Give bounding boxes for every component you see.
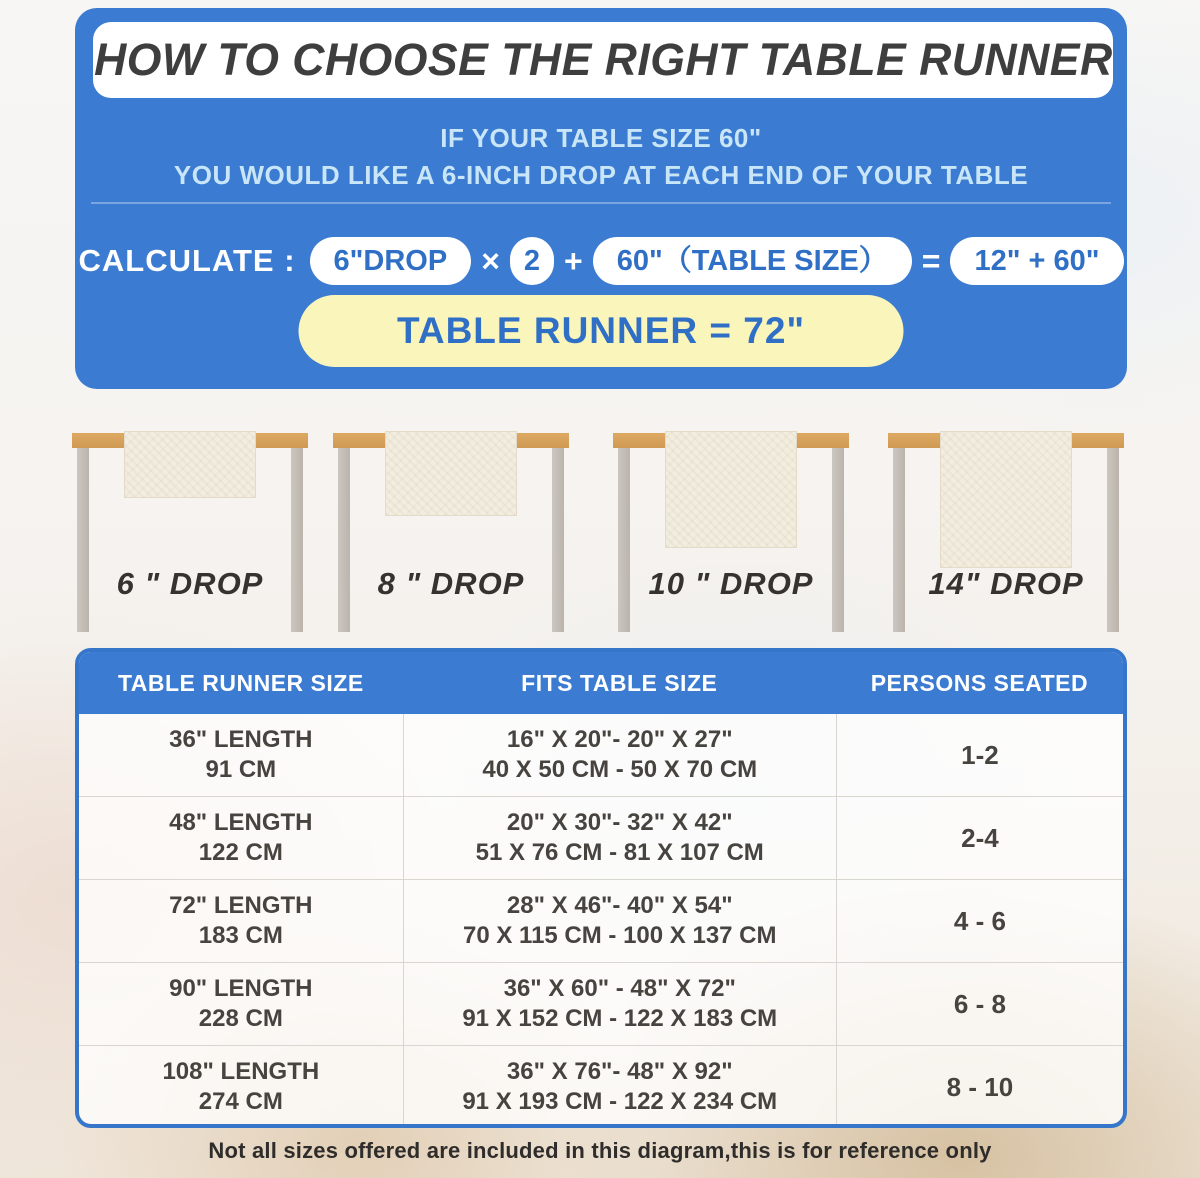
cell-runner-size: 48" LENGTH 122 CM	[169, 809, 313, 866]
drop-label: 8 " DROP	[377, 566, 525, 601]
cell-fits-size: 28" X 46"- 40" X 54" 70 X 115 CM - 100 X 137 CM	[403, 880, 836, 962]
title-box	[93, 22, 1113, 98]
table-leg-right	[832, 448, 844, 632]
table-size-pill: 60"（TABLE SIZE）	[593, 237, 912, 285]
table-leg-right	[1107, 448, 1119, 632]
table-leg-left	[77, 448, 89, 632]
cell-runner-size: 90" LENGTH 228 CM	[169, 975, 313, 1032]
footer-note: Not all sizes offered are included in this diagram,this is for reference only	[208, 1138, 992, 1163]
table-leg-left	[338, 448, 350, 632]
plus-operator: +	[564, 242, 583, 279]
cell-runner-size: 36" LENGTH 91 CM	[169, 726, 313, 783]
table-leg-right	[552, 448, 564, 632]
calculate-label: CALCULATE :	[78, 243, 296, 278]
drop-figures	[0, 410, 1200, 642]
calculation-row	[75, 237, 1127, 285]
cell-fits-size: 36" X 60" - 48" X 72" 91 X 152 CM - 122 X 183 CM	[403, 963, 836, 1045]
size-table-header	[79, 652, 1123, 714]
column-header-runner-size: TABLE RUNNER SIZE	[117, 669, 364, 696]
table-runner-cloth	[665, 431, 797, 548]
table-row	[79, 714, 1123, 796]
drop-label: 14" DROP	[928, 566, 1084, 601]
multiplier-pill: 2	[510, 237, 554, 285]
table-row	[79, 879, 1123, 962]
times-operator: ×	[481, 242, 500, 279]
column-header-persons: PERSONS SEATED	[870, 669, 1089, 696]
column-header-fits: FITS TABLE SIZE	[521, 669, 718, 696]
page-title: HOW TO CHOOSE THE RIGHT TABLE RUNNER	[93, 34, 1113, 85]
equals-operator: =	[921, 242, 941, 279]
cell-persons: 1-2	[836, 714, 1123, 796]
drop-figure-6in	[72, 410, 308, 642]
cell-runner-size: 72" LENGTH 183 CM	[169, 892, 313, 949]
drop-label: 6 " DROP	[116, 566, 264, 601]
table-row	[79, 796, 1123, 879]
table-runner-cloth	[124, 431, 256, 498]
drop-figure-14in	[888, 410, 1124, 642]
cell-fits-size: 20" X 30"- 32" X 42" 51 X 76 CM - 81 X 107 CM	[403, 797, 836, 879]
cell-persons: 6 - 8	[836, 963, 1123, 1045]
size-table	[75, 648, 1127, 1128]
table-runner-cloth	[940, 431, 1072, 568]
table-row	[79, 1045, 1123, 1128]
table-row	[79, 962, 1123, 1045]
cell-persons: 4 - 6	[836, 880, 1123, 962]
subtitle	[75, 120, 1127, 194]
cell-persons: 8 - 10	[836, 1046, 1123, 1128]
table-leg-left	[618, 448, 630, 632]
runner-result-pill: TABLE RUNNER = 72"	[299, 295, 904, 367]
hero-panel	[75, 8, 1127, 389]
cell-fits-size: 16" X 20"- 20" X 27" 40 X 50 CM - 50 X 70 CM	[403, 714, 836, 796]
drop-pill: 6"DROP	[310, 237, 472, 285]
cell-fits-size: 36" X 76"- 48" X 92" 91 X 193 CM - 122 X 234 CM	[403, 1046, 836, 1128]
drop-figure-8in	[333, 410, 569, 642]
table-leg-right	[291, 448, 303, 632]
drop-label: 10 " DROP	[648, 566, 814, 601]
table-runner-cloth	[385, 431, 517, 516]
cell-runner-size: 108" LENGTH 274 CM	[162, 1058, 320, 1115]
table-leg-left	[893, 448, 905, 632]
sum-pill: 12" + 60"	[950, 237, 1123, 285]
drop-figure-10in	[613, 410, 849, 642]
subtitle-line-2: YOU WOULD LIKE A 6-INCH DROP AT EACH END OF YOUR TABLE	[173, 160, 1029, 190]
panel-divider	[91, 202, 1111, 204]
cell-persons: 2-4	[836, 797, 1123, 879]
subtitle-line-1: IF YOUR TABLE SIZE 60"	[440, 123, 762, 153]
